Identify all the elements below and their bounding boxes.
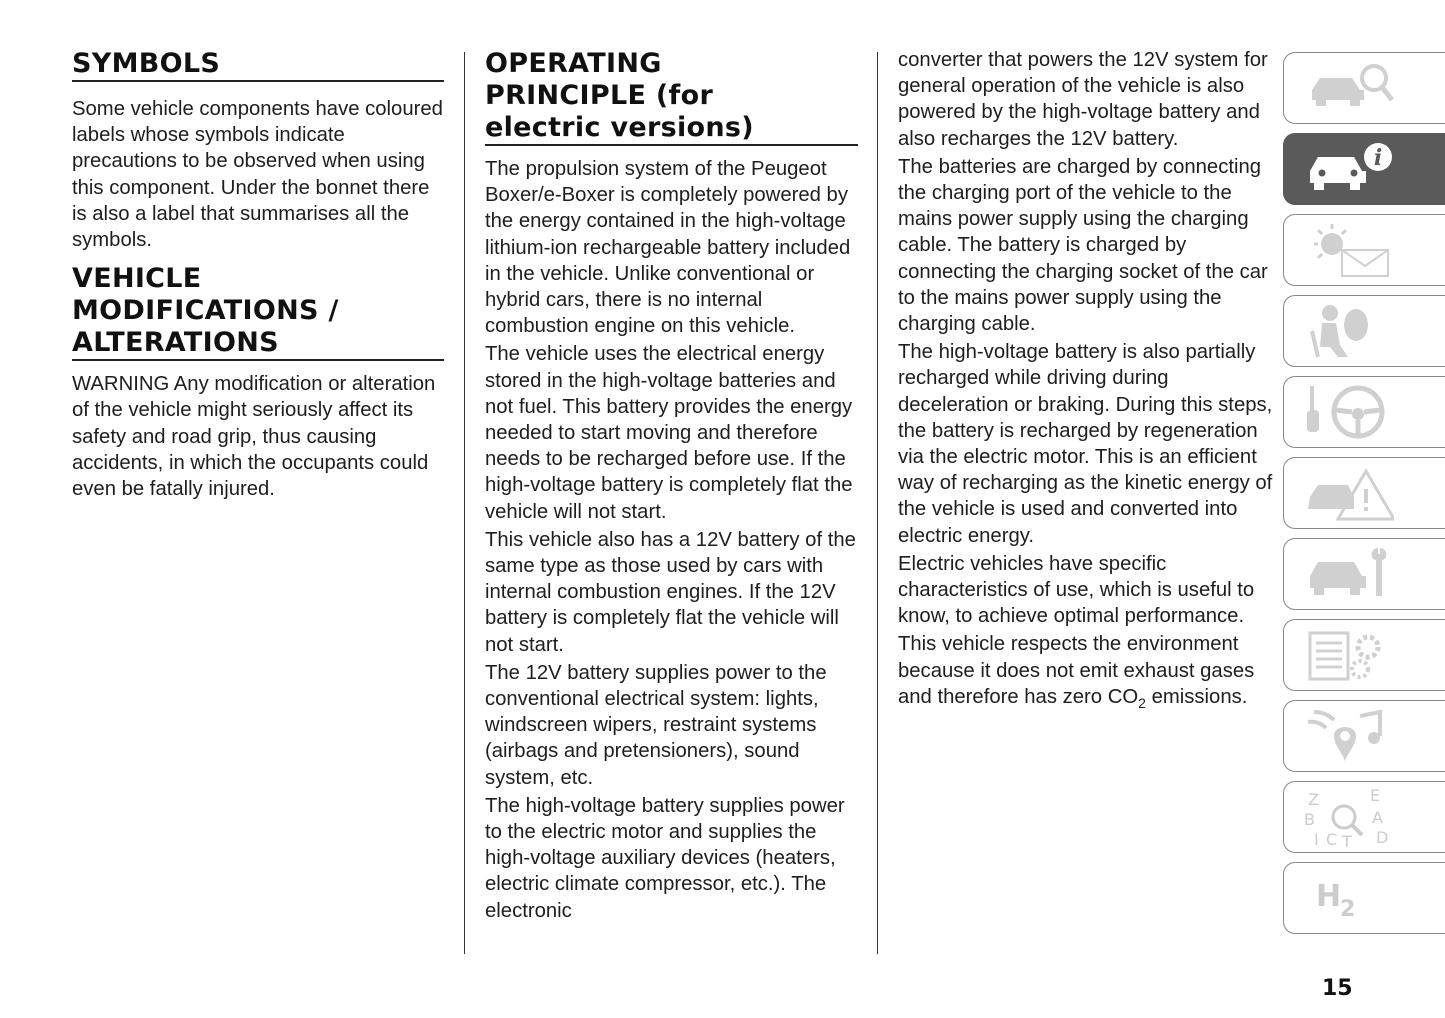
alphabetical-index-icon [1304, 787, 1394, 847]
paragraph: Electric vehicles have specific characteristics of use, which is useful to know, to achieve optimal performance. [898, 552, 1255, 628]
page-number: 15 [1322, 976, 1353, 1001]
emissions-paragraph [898, 631, 1273, 711]
tab-multimedia[interactable] [1283, 700, 1445, 772]
paragraph: The high-voltage battery supplies power to the electric motor and supplies the high-voltage auxiliary devices (heaters, electric climate compressor, etc.). The electronic [485, 794, 845, 922]
multimedia-icon [1304, 706, 1394, 766]
modifications-heading-line-2: MODIFICATIONS / [72, 295, 339, 327]
airbag-seat-icon [1304, 301, 1394, 361]
warning-light-message-icon [1304, 220, 1394, 280]
emissions-text-end: emissions. [1151, 685, 1248, 708]
svg-text:i: i [1373, 145, 1383, 171]
spec-list-gear-icon [1304, 625, 1394, 685]
tab-servicing-and-care[interactable] [1283, 538, 1445, 610]
tab-in-an-emergency[interactable] [1283, 457, 1445, 529]
tab-knowing-the-car[interactable] [1283, 52, 1445, 124]
car-hazard-triangle-icon [1304, 463, 1394, 523]
column-1 [72, 48, 444, 502]
tab-technical-specifications[interactable] [1283, 619, 1445, 691]
column-divider [877, 52, 878, 954]
index-letter-d: D [1376, 828, 1389, 847]
paragraph: The propulsion system of the Peugeot Boxer/e-Boxer is completely powered by the energy contained in the high-voltage lithium-ion rechargeable battery included in the vehicle. Unlike conventional or hybrid cars, there is no internal combustion engine on this vehicle. [485, 158, 851, 338]
tab-starting-and-driving[interactable] [1283, 376, 1445, 448]
modifications-warning-text: WARNING Any modification or alteration of the vehicle might seriously affect its safety and road grip, thus causing accidents, in which the occupants could even be fatally injured. [72, 373, 436, 501]
index-letter-b: B [1304, 810, 1315, 829]
index-letter-e: E [1370, 787, 1381, 805]
modifications-heading-line-3: ALTERATIONS [72, 327, 279, 359]
index-letter-t: T [1342, 832, 1352, 847]
h2-label-sub: 2 [1340, 897, 1356, 922]
operating-heading-line-1: OPERATING [485, 48, 662, 79]
modifications-heading [72, 263, 444, 361]
paragraph: The batteries are charged by connecting the charging port of the vehicle to the mains power supply using the charging cable. The battery is charged by connecting the charging socket of the car to the mains power supply using the charging cable. [898, 155, 1268, 336]
symbols-heading: SYMBOLS [72, 48, 444, 82]
h2-icon [1304, 868, 1394, 928]
car-info-icon [1304, 139, 1394, 199]
car-wrench-icon [1304, 544, 1394, 604]
chapter-tabs [1283, 52, 1445, 943]
index-letter-i: I [1314, 830, 1319, 847]
symbols-text: Some vehicle components have coloured labels whose symbols indicate precautions to be observed when using this component. Under the bonnet there is also a label that summarises all the symbols. [72, 98, 443, 252]
operating-principle-heading [485, 48, 858, 146]
index-letter-a: A [1372, 808, 1383, 827]
paragraph: This vehicle also has a 12V battery of the same type as those used by cars with internal combustion engines. If the 12V battery is completely flat the vehicle will not start. [485, 528, 856, 656]
h2-label: H [1316, 879, 1342, 914]
paragraph: converter that powers the 12V system for general operation of the vehicle is also powered by the high-voltage battery and also recharges the 12V battery. [898, 49, 1268, 150]
paragraph: The 12V battery supplies power to the conventional electrical system: lights, windscreen wipers, restraint systems (airbags and pretensioners), sound system, etc. [485, 661, 827, 789]
emissions-text: This vehicle respects the environment because it does not emit exhaust gases and therefore has zero CO [898, 633, 1255, 708]
index-letter-z: Z [1308, 790, 1319, 809]
column-divider [464, 52, 465, 954]
paragraph: The vehicle uses the electrical energy stored in the high-voltage batteries and not fuel. This battery provides the energy needed to start moving and therefore needs to be recharged before use. If the high-voltage battery is completely flat the vehicle will not start. [485, 343, 853, 523]
modifications-heading-line-1: VEHICLE [72, 263, 202, 295]
index-letter-c: C [1326, 830, 1338, 847]
car-magnifier-icon [1304, 58, 1394, 118]
tab-getting-to-know-info[interactable] [1283, 133, 1445, 205]
tab-safety[interactable] [1283, 295, 1445, 367]
co2-subscript: 2 [1138, 694, 1146, 711]
operating-heading-line-2: PRINCIPLE (for [485, 80, 714, 111]
operating-heading-line-3: electric versions) [485, 112, 754, 143]
column-2 [485, 48, 858, 924]
tab-hydrogen[interactable] [1283, 862, 1445, 934]
column-3 [898, 47, 1273, 711]
paragraph: The high-voltage battery is also partially recharged while driving during deceleration or braking. During this steps, the battery is recharged by regeneration via the electric motor. This is an efficient way of recharging as the kinetic energy of the vehicle is used and converted into electric energy. [898, 341, 1273, 547]
key-steering-wheel-icon [1304, 382, 1394, 442]
tab-index[interactable] [1283, 781, 1445, 853]
tab-warning-lights[interactable] [1283, 214, 1445, 286]
